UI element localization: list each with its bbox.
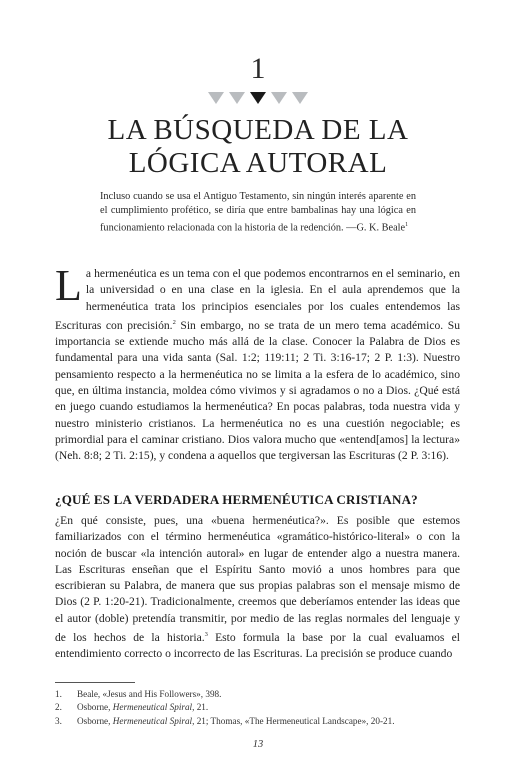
paragraph-1-text-b: Sin embargo, no se trata de un mero tema académico. Su importancia se extiende mucho más allá de la clase. Conocer la Palabra de Dios es fundamental para una vida santa (Sal. 1:2; 119:11; 2 Ti. 3:16-17; 2 P. 1:3). Nuestro pensamiento respecto a la hermenéutica no se limita a la esfera de lo académico, sino que, en última instancia, moldea cómo vivimos y si agradamos o no a Dios. ¿Qué está en juego cuando estudiamos la hermenéutica? En pocas palabras, toda nuestra vida y nuestro ministerio cristianos. La hermenéutica no es una cuestión negociable; es primordial para el caminar cristiano. Dios valora mucho que «entend[amos] la lectura» (Neh. 8:8; 2 Ti. 2:15), y condena a aquellos que tergiversan las Escrituras (2 P. 3:16). <box>55 318 460 463</box>
page-number: 13 <box>252 739 264 750</box>
footnote-text-plain: 21; Thomas, «The Hermeneutical Landscape», 20-21. <box>194 715 395 726</box>
epigraph-note-ref: 1 <box>405 222 409 228</box>
footnote-text-italic: Hermeneutical Spiral, <box>112 702 195 713</box>
paragraph-1 <box>55 261 460 464</box>
triangle-icon <box>292 92 308 104</box>
footnote-text-plain: 21. <box>194 702 209 713</box>
paragraph-2-text-b: Esto formula la base por la cual evaluamos el entendimiento correcto o incorrecto de las Escrituras. La precisión se produce cuando <box>55 630 460 661</box>
footnote-number: 1. <box>55 689 62 699</box>
chapter-number: 1 <box>250 52 266 85</box>
footnote-text <box>77 701 208 714</box>
paragraph-2-text-a: ¿En qué consiste, pues, una «buena hermenéutica?». Es posible que estemos familiarizados con el término hermenéutica «gramático-histórico-literal» o con la noción de buscar «la intención autoral» en lugar de entender algo a nuestra manera. Las Escrituras enseñan que el Espíritu Santo movió a unos hombres para que escribieran su Palabra, de manera que sus propias palabras son el mensaje mismo de Dios (2 P. 1:20-21). Tradicionalmente, creemos que deberíamos entender las ideas que el autor (doble) pretendía transmitir, por medio de las reglas normales del lenguaje y de los hechos de la historia. <box>55 514 460 644</box>
footnote-divider <box>55 682 135 683</box>
triangle-icon <box>208 92 224 104</box>
chapter-title-line1: LA BÚSQUEDA DE LA <box>107 114 409 146</box>
footnote <box>55 715 460 728</box>
footnote <box>55 688 460 701</box>
triangle-icon <box>271 92 287 104</box>
triangle-icon <box>250 92 266 104</box>
chapter-title <box>0 114 516 180</box>
footnote-number: 2. <box>55 702 62 713</box>
footnote-text-italic: Hermeneutical Spiral, <box>112 715 195 726</box>
footnote-text-plain: Osborne, <box>77 715 113 726</box>
chapter-title-line2: LÓGICA AUTORAL <box>128 147 388 179</box>
section-heading: ¿QUÉ ES LA VERDADERA HERMENÉUTICA CRISTIANA? <box>55 492 418 507</box>
paragraph-2 <box>55 513 460 663</box>
chapter-ornament <box>0 92 516 104</box>
footnote-ref: 3 <box>204 631 208 639</box>
footnote-text-plain: Beale, «Jesus and His Followers», 398. <box>77 689 222 699</box>
footnote-text <box>77 688 221 701</box>
footnote-text <box>77 715 395 728</box>
footnote-ref: 2 <box>172 318 176 326</box>
footnote <box>55 701 460 714</box>
paragraph-1-text-a: a hermenéutica es un tema con el que podemos encontrarnos en el seminario, en la universidad o en una clase en la iglesia. En el aula aprendemos que la hermenéutica trata los principios esenciales por los cuales entendemos las Escrituras con precisión. <box>55 267 460 332</box>
epigraph-text: Incluso cuando se usa el Antiguo Testamento, sin ningún interés aparente en el cumplimiento profético, se diría que entre bambalinas hay una lógica en funcionamiento relacionada con la historia de la redención. —G. K. Beale <box>100 191 416 234</box>
epigraph <box>100 190 416 235</box>
footnote-number: 3. <box>55 715 62 726</box>
footnote-text-plain: Osborne, <box>77 702 113 713</box>
footnotes <box>55 688 460 728</box>
triangle-icon <box>229 92 245 104</box>
drop-cap: L <box>55 261 82 310</box>
